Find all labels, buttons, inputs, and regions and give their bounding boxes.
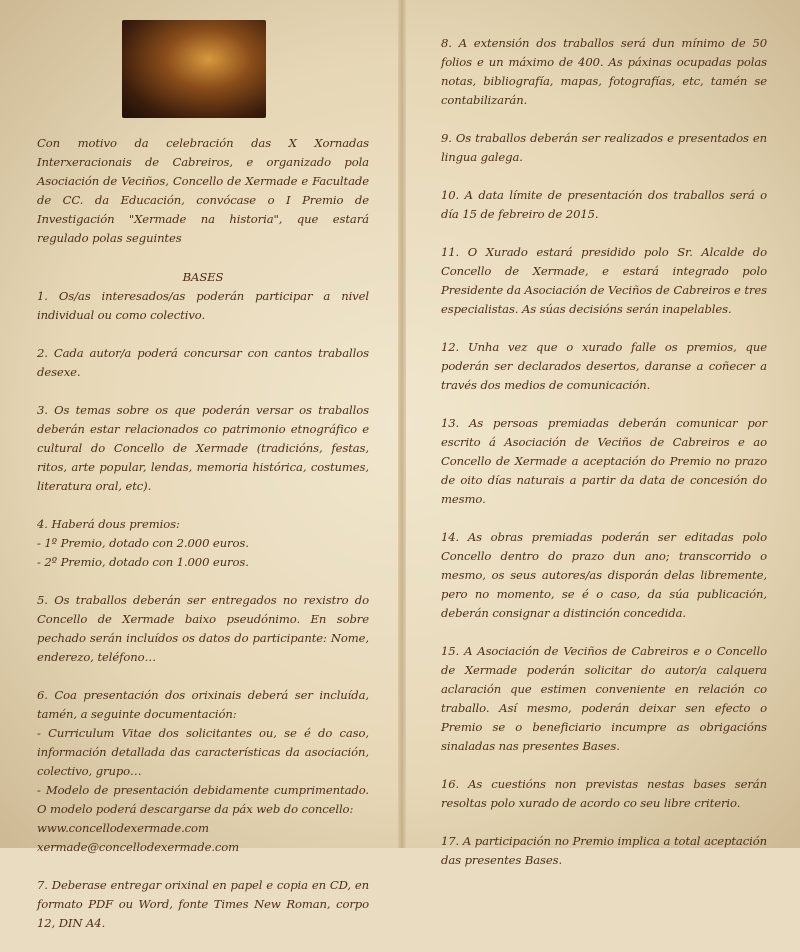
base-15: 15. A Asociación de Veciños de Cabreiros e o Concello de Xermade poderán solicitar do autor/a calquera aclaración que estimen conveniente en relación co traballo. Así mesmo, poderán deixar sen efecto o Premio se o beneficiario incumpre as obrigacións sinaladas nas presentes Bases. — [441, 644, 767, 753]
base-1: 1. Os/as interesados/as poderán participar a nivel individual ou como colectivo. — [37, 289, 369, 322]
base-4-first-prize: - 1º Premio, dotado con 2.000 euros. — [37, 536, 249, 550]
base-4-heading: 4. Haberá dous premios: — [37, 517, 180, 531]
base-14: 14. As obras premiadas poderán ser editadas polo Concello dentro do prazo dun ano; transcorrido o mesmo, os seus autores/as disporán delas libremente, pero no momento, se é o caso, da súa publicación, deberán consignar a distinción concedida. — [441, 530, 767, 620]
base-10: 10. A data límite de presentación dos traballos será o día 15 de febreiro de 2015. — [441, 188, 767, 221]
base-3: 3. Os temas sobre os que poderán versar os traballos deberán estar relacionados co patrimonio etnográfico e cultural do Concello de Xermade (tradicións, festas, ritos, arte popular, lendas, memoria histórica, costumes, literatura oral, etc). — [37, 403, 369, 493]
base-6-curriculum: - Curriculum Vitae dos solicitantes ou, se é do caso, información detallada das características da asociación, colectivo, grupo… — [37, 726, 369, 778]
right-column — [441, 34, 767, 889]
base-17: 17. A participación no Premio implica a total aceptación das presentes Bases. — [441, 834, 767, 867]
base-9: 9. Os traballos deberán ser realizados e presentados en lingua galega. — [441, 131, 767, 164]
center-fold — [398, 0, 406, 848]
base-6-links: www.concellodexermade.com xermade@concellodexermade.com — [37, 821, 240, 854]
base-2: 2. Cada autor/a poderá concursar con cantos traballos desexe. — [37, 346, 369, 379]
books-photo — [122, 20, 266, 118]
base-11: 11. O Xurado estará presidido polo Sr. Alcalde do Concello de Xermade, e estará integrado polo Presidente da Asociación de Veciños de Cabreiros e tres especialistas. As súas decisións serán inapelables. — [441, 245, 767, 316]
base-12: 12. Unha vez que o xurado falle os premios, que poderán ser declarados desertos, daranse a coñecer a través dos medios de comunicación. — [441, 340, 767, 392]
intro-paragraph: Con motivo da celebración das X Xornadas Interxeracionais de Cabreiros, e organizado pola Asociación de Veciños, Concello de Xermade e Facultade de CC. da Educación, convócase o I Premio de Investigación "Xermade na historia", que estará regulado polas seguintes — [37, 136, 369, 245]
base-16: 16. As cuestións non previstas nestas bases serán resoltas polo xurado de acordo co seu libre criterio. — [441, 777, 767, 810]
left-column — [37, 0, 369, 952]
base-5: 5. Os traballos deberán ser entregados no rexistro do Concello de Xermade baixo pseudónimo. En sobre pechado serán incluídos os datos do participante: Nome, enderezo, teléfono… — [37, 593, 369, 664]
base-6-heading: 6. Coa presentación dos orixinais deberá ser incluída, tamén, a seguinte documentación: — [37, 688, 369, 721]
base-13: 13. As persoas premiadas deberán comunicar por escrito á Asociación de Veciños de Cabreiros e ao Concello de Xermade a aceptación do Premio no prazo de oito días naturais a partir da data de concesión do mesmo. — [441, 416, 767, 506]
base-6-model: - Modelo de presentación debidamente cumprimentado. O modelo poderá descargarse da páx web do concello: — [37, 783, 369, 816]
base-4-second-prize: - 2º Premio, dotado con 1.000 euros. — [37, 555, 249, 569]
base-7: 7. Deberase entregar orixinal en papel e copia en CD, en formato PDF ou Word, fonte Times New Roman, corpo 12, DIN A4. — [37, 878, 369, 930]
bases-title: BASES — [182, 270, 224, 284]
base-8: 8. A extensión dos traballos será dun mínimo de 50 folios e un máximo de 400. As páxinas ocupadas polas notas, bibliografía, mapas, fotografías, etc, tamén se contabilizarán. — [441, 36, 767, 107]
